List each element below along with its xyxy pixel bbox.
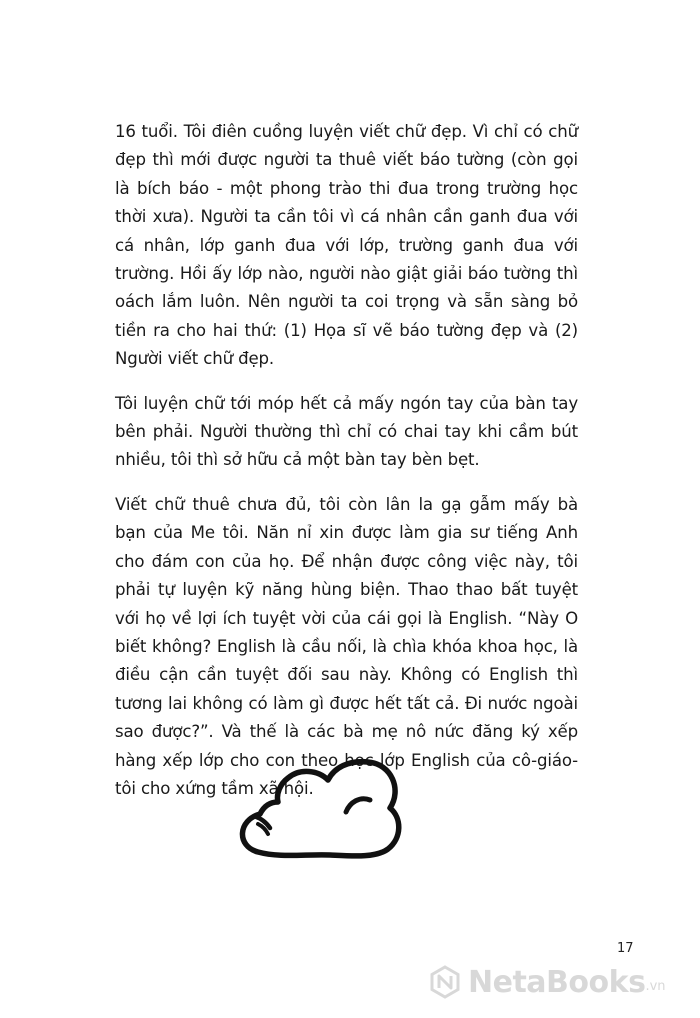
page-body — [115, 118, 578, 819]
paragraph-2: Tôi luyện chữ tới móp hết cả mấy ngón tay của bàn tay bên phải. Người thường thì chỉ có chai tay khi cầm bút nhiều, tôi thì sở hữu cả một bàn tay bèn bẹt. — [115, 393, 578, 470]
paragraph-1: 16 tuổi. Tôi điên cuồng luyện viết chữ đẹp. Vì chỉ có chữ đẹp thì mới được người ta thuê viết báo tường (còn gọi là bích báo - một phong trào thi đua trong trường học thời xưa). Người ta cần tôi vì cá nhân cần ganh đua với cá nhân, lớp ganh đua với lớp, trường ganh đua với trường. Hồi ấy lớp nào, người nào giật giải báo tường thì oách lắm luôn. Nên người ta coi trọng và sẵn sàng bỏ tiền ra cho hai thứ: (1) Họa sĩ vẽ báo tường đẹp và (2) Người viết chữ đẹp. — [115, 122, 578, 369]
watermark-brand: NetaBooks — [468, 964, 646, 1000]
page-number: 17 — [617, 941, 634, 956]
cloud-doodle-icon — [232, 752, 407, 867]
watermark-suffix: .vn — [645, 979, 666, 994]
paragraph-3: Viết chữ thuê chưa đủ, tôi còn lân la gạ gẫm mấy bà bạn của Me tôi. Năn nỉ xin được làm gia sư tiếng Anh cho đám con của họ. Để nhận được công việc này, tôi phải tự luyện kỹ năng hùng biện. Thao thao bất tuyệt với họ về lợi ích tuyệt vời của cái gọi là English. “Này O biết không? English là cầu nối, là chìa khóa khoa học, là điều cận cần tuyệt đối sau này. Không có English thì tương lai không có làm gì được hết tất cả. Đi nước ngoài sao được?”. Và thế là các bà mẹ nô nức đăng ký xếp hàng xếp lớp cho con theo học lớp English của cô-giáo-tôi cho xứng tầm xã hội. — [115, 494, 578, 798]
watermark — [428, 962, 666, 1002]
netabooks-logo-icon — [428, 965, 462, 999]
